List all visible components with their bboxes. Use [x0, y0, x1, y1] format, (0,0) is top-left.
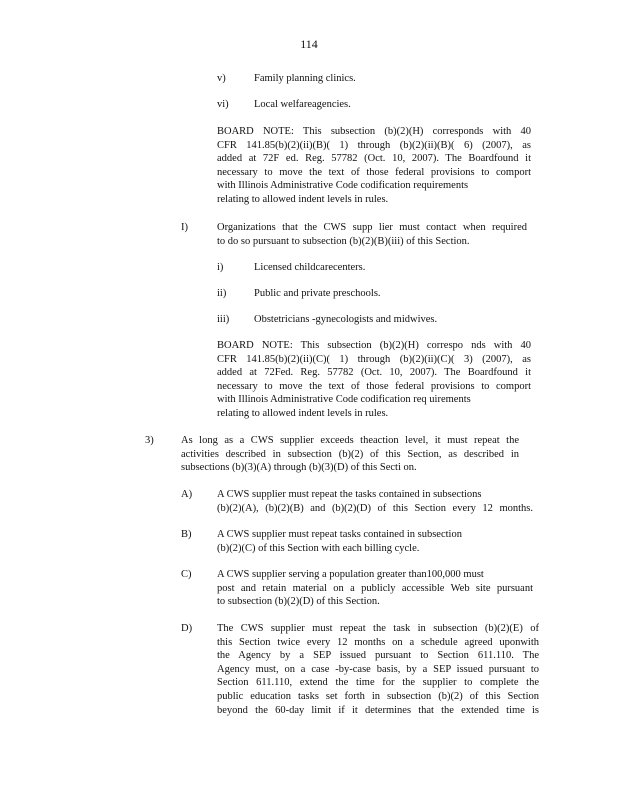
item-B-line: A CWS supplier must repeat tasks contained in subsection — [217, 529, 462, 540]
item-v-text: Family planning clinics. — [254, 73, 356, 84]
item-D-line: public education tasks set forth in subsection (b)(2) of this Section — [217, 690, 539, 702]
item-B-line: (b)(2)(C) of this Section with each billing cycle. — [217, 542, 420, 554]
item-I-line: to do so pursuant to subsection (b)(2)(B)(iii) of this Section. — [217, 235, 470, 247]
item-B-text — [217, 528, 507, 555]
subsection-3-line: subsections (b)(3)(A) through (b)(3)(D) of this Secti on. — [181, 462, 417, 474]
board-note-2-line: BOARD NOTE: This subsection (b)(2)(H) correspo nds with 40 — [217, 340, 531, 351]
board-note-2-line: relating to allowed indent levels in rules. — [217, 407, 389, 419]
item-D-line: beyond the 60-day limit if it determines that the extended time is — [217, 704, 539, 716]
item-C-text — [217, 568, 533, 609]
item-I-line: Organizations that the CWS supp lier must contact when required — [217, 222, 527, 233]
item-A-text — [217, 488, 533, 515]
item-v-label: v) — [217, 73, 226, 84]
item-D-line: this Section twice every 12 months on a schedule agreed uponwith — [217, 636, 539, 648]
item-vi-text: Local welfareagencies. — [254, 99, 351, 110]
item-iii-text: Obstetricians -gynecologists and midwives. — [254, 314, 438, 325]
board-note-1-line: BOARD NOTE: This subsection (b)(2)(H) corresponds with 40 — [217, 126, 531, 137]
item-C-label: C) — [181, 569, 192, 580]
board-note-2-line: added at 72Fed. Reg. 57782 (Oct. 10, 2007). The Boardfound it — [217, 367, 531, 379]
item-A-line: (b)(2)(A), (b)(2)(B) and (b)(2)(D) of this Section every 12 months. — [217, 502, 533, 514]
item-ii-text: Public and private preschools. — [254, 288, 381, 299]
item-I-text — [217, 221, 527, 248]
board-note-1-line: relating to allowed indent levels in rules. — [217, 193, 389, 205]
item-D-line: Section 611.110, extend the time for the supplier to complete the — [217, 677, 539, 689]
item-D-line: the Agency by a SEP issued pursuant to Section 611.110. The — [217, 650, 539, 662]
subsection-3-label: 3) — [145, 435, 154, 446]
board-note-1-line: CFR 141.85(b)(2)(ii)(B)( 1) through (b)(2)(ii)(B)( 6) (2007), as — [217, 139, 531, 151]
board-note-2-line: CFR 141.85(b)(2)(ii)(C)( 1) through (b)(2)(ii)(C)( 3) (2007), as — [217, 353, 531, 365]
item-ii-label: ii) — [217, 288, 227, 299]
board-note-1-line: added at 72F ed. Reg. 57782 (Oct. 10, 2007). The Boardfound it — [217, 153, 531, 165]
item-D-label: D) — [181, 623, 193, 634]
item-D-line: The CWS supplier must repeat the task in subsection (b)(2)(E) of — [217, 623, 539, 634]
item-vi-label: vi) — [217, 99, 229, 110]
subsection-3-line: activities described in subsection (b)(2) of this Section, as described in — [181, 448, 519, 460]
item-i-text: Licensed childcarecenters. — [254, 262, 366, 273]
item-D-line: Agency must, on a case -by-case basis, by a SEP issued pursuant to — [217, 663, 539, 675]
item-C-line: A CWS supplier serving a population greater than100,000 must — [217, 569, 484, 580]
board-note-1 — [217, 125, 531, 207]
item-A-label: A) — [181, 489, 193, 500]
subsection-3-text — [181, 434, 519, 475]
item-i-label: i) — [217, 262, 224, 273]
board-note-2-line: with Illinois Administrative Code codification req uirements — [217, 394, 471, 406]
subsection-3-line: As long as a CWS supplier exceeds theaction level, it must repeat the — [181, 435, 519, 446]
board-note-2-line: necessary to move the text of those federal provisions to comport — [217, 380, 531, 392]
board-note-1-line: necessary to move the text of those federal provisions to comport — [217, 166, 531, 178]
item-D-text — [217, 622, 539, 717]
page-number: 114 — [300, 37, 318, 51]
item-B-label: B) — [181, 529, 192, 540]
item-iii-label: iii) — [217, 314, 230, 325]
item-C-line: to subsection (b)(2)(D) of this Section. — [217, 596, 380, 608]
item-I-label: I) — [181, 222, 188, 233]
item-A-line: A CWS supplier must repeat the tasks contained in subsections — [217, 489, 482, 500]
board-note-1-line: with Illinois Administrative Code codification requirements — [217, 180, 469, 192]
item-C-line: post and retain material on a publicly accessible Web site pursuant — [217, 582, 533, 594]
board-note-2 — [217, 339, 531, 421]
